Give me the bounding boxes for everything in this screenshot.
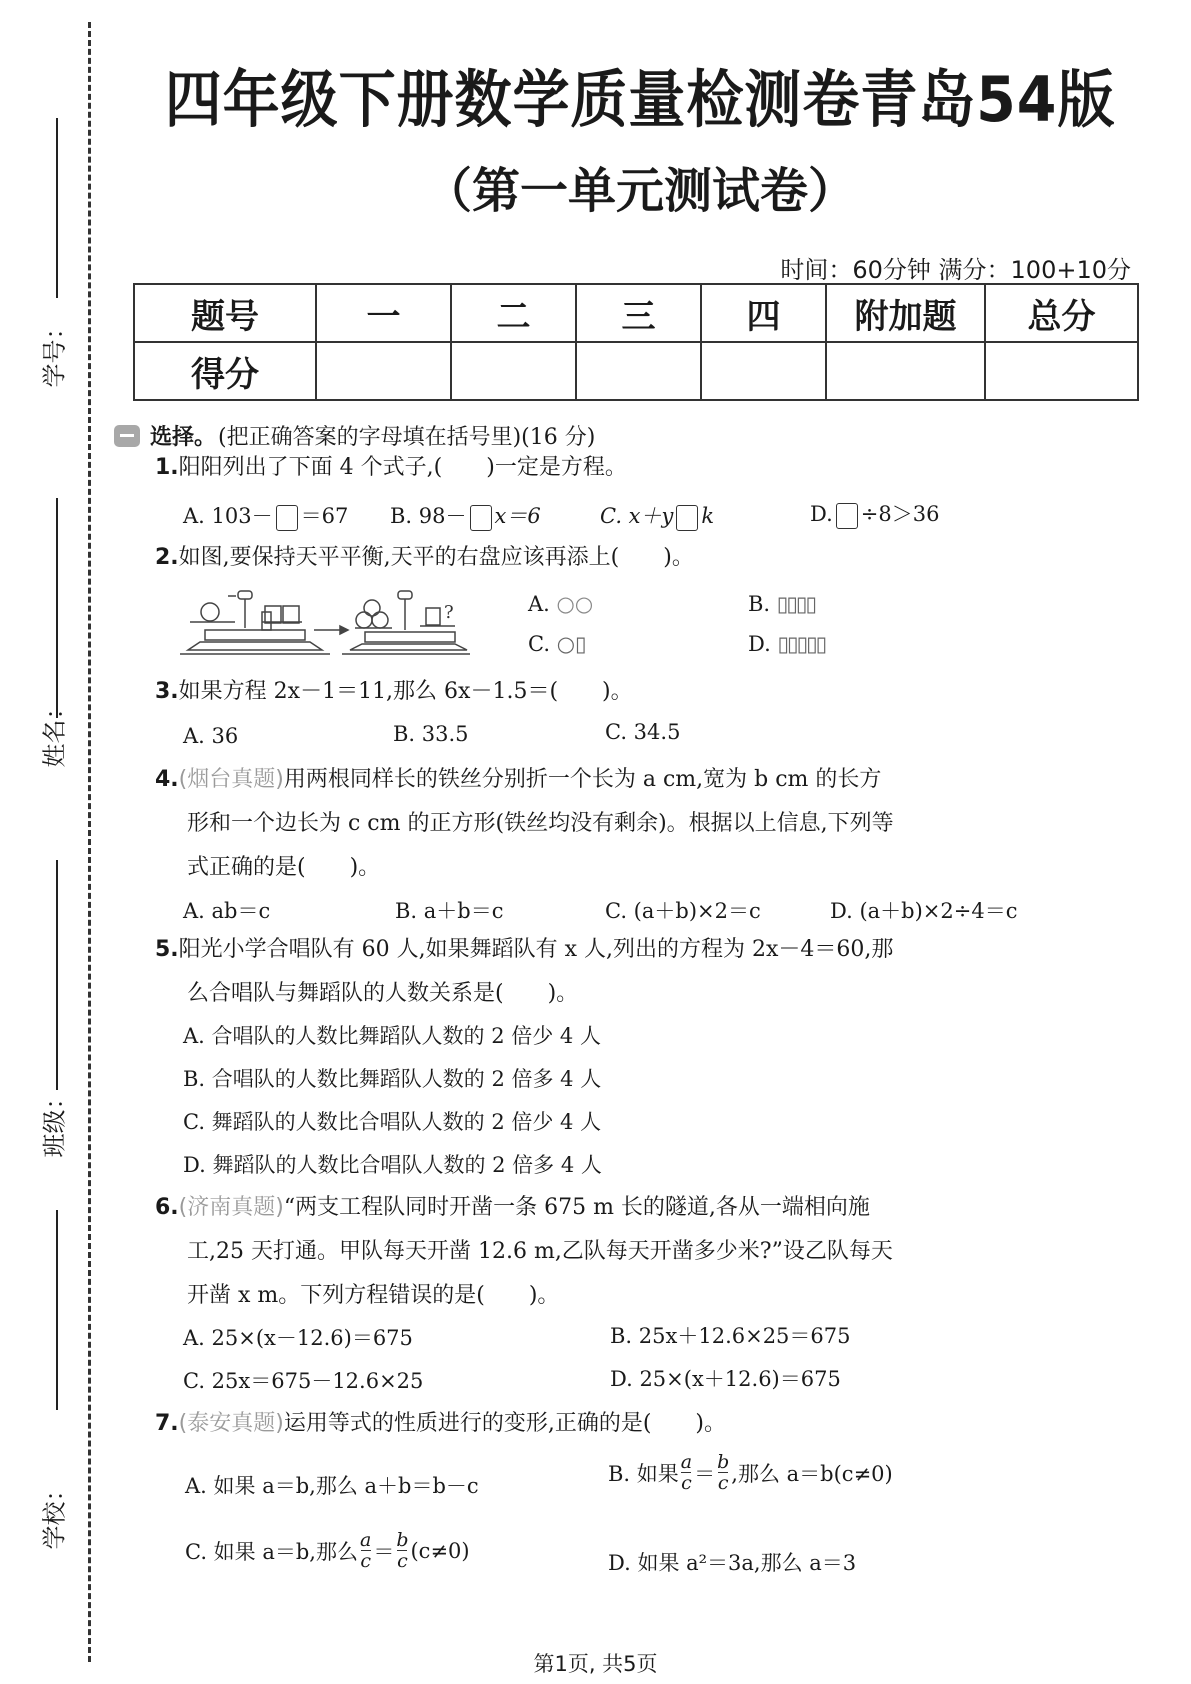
q2-option-b[interactable]: B. ▯▯▯▯	[748, 592, 816, 616]
cell-label: 得分	[134, 342, 316, 400]
fraction: $\frac{a}{c}$	[680, 1451, 693, 1494]
q3-option-b[interactable]: B. 33.5	[393, 722, 469, 746]
name-blank[interactable]	[56, 498, 58, 718]
name-label: 姓名：	[40, 695, 69, 768]
question-source-tag: (烟台真题)	[178, 767, 284, 792]
student-id-label: 学号：	[40, 315, 69, 388]
q6-option-b[interactable]: B. 25x＋12.6×25＝675	[610, 1324, 851, 1348]
q7-option-c[interactable]: C. 如果 a＝b,那么 $\frac{a}{c}$ ＝ $\frac{b}{c}$ (c≠0)	[185, 1529, 470, 1572]
score-cell[interactable]	[576, 342, 701, 400]
svg-text:?: ?	[444, 602, 454, 623]
five-blocks-icon: ▯▯▯▯▯	[777, 632, 826, 656]
q2-option-d[interactable]: D. ▯▯▯▯▯	[748, 632, 826, 656]
cell-header: 总分	[985, 284, 1138, 342]
blank-box-icon	[276, 505, 298, 531]
blank-box-icon	[836, 503, 858, 529]
question-source-tag: (济南真题)	[178, 1195, 284, 1220]
balance-scale-diagram-icon	[180, 588, 470, 660]
q7-option-a[interactable]: A. 如果 a＝b,那么 a＋b＝b－c	[185, 1474, 479, 1498]
score-cell[interactable]	[451, 342, 576, 400]
q2-option-a[interactable]: A. ○○	[528, 592, 594, 616]
cell-header: 四	[701, 284, 826, 342]
question-1: 1.阳阳列出了下面 4 个式子,( )一定是方程。	[155, 455, 627, 480]
q4-option-d[interactable]: D. (a＋b)×2÷4＝c	[830, 899, 1018, 923]
q4-option-c[interactable]: C. (a＋b)×2＝c	[605, 899, 761, 923]
question-text: 阳光小学合唱队有 60 人,如果舞蹈队有 x 人,列出的方程为 2x－4＝60,那	[178, 937, 894, 962]
school-label: 学校：	[40, 1477, 69, 1550]
score-cell[interactable]	[316, 342, 451, 400]
score-table	[133, 283, 1139, 401]
score-table-score-row	[134, 342, 1138, 400]
score-cell[interactable]	[826, 342, 985, 400]
two-balls-icon: ○○	[556, 592, 594, 616]
four-blocks-icon: ▯▯▯▯	[776, 592, 816, 616]
q7-option-b[interactable]: B. 如果 $\frac{a}{c}$ ＝ $\frac{b}{c}$ ,那么 a＝b(c≠0)	[608, 1451, 893, 1494]
question-2: 2.如图,要保持天平平衡,天平的右盘应该再添上( )。	[155, 545, 694, 570]
score-cell[interactable]	[701, 342, 826, 400]
blank-box-icon	[676, 505, 698, 531]
q3-option-c[interactable]: C. 34.5	[605, 720, 681, 744]
q1-option-c[interactable]: C. x＋y k	[600, 500, 714, 531]
class-label: 班级：	[40, 1085, 69, 1158]
page-subtitle: （第一单元测试卷）	[423, 163, 856, 219]
section-instruction: (把正确答案的字母填在括号里)(16 分)	[218, 425, 596, 450]
question-6: 6.(济南真题)“两支工程队同时开凿一条 675 m 长的隧道,各从一端相向施 工,25 天打通。甲队每天开凿 12.6 m,乙队每天开凿多少米?”设乙队每天 开凿 x m。下列方程错误的是( )。	[155, 1195, 893, 1308]
q6-option-d[interactable]: D. 25×(x＋12.6)＝675	[610, 1367, 841, 1391]
page-title: 四年级下册数学质量检测卷青岛54版	[164, 63, 1116, 136]
question-3: 3.如果方程 2x－1＝11,那么 6x－1.5＝( )。	[155, 679, 633, 704]
fraction: $\frac{a}{c}$	[359, 1529, 372, 1572]
cell-header: 题号	[134, 284, 316, 342]
exam-meta: 时间：60分钟 满分：100+10分	[780, 256, 1131, 284]
q5-option-a[interactable]: A. 合唱队的人数比舞蹈队人数的 2 倍少 4 人	[183, 1024, 601, 1048]
question-7: 7.(泰安真题)运用等式的性质进行的变形,正确的是( )。	[155, 1411, 727, 1436]
cell-header: 一	[316, 284, 451, 342]
question-source-tag: (泰安真题)	[178, 1411, 284, 1436]
section-number-badge-icon	[114, 425, 140, 447]
score-table-header-row	[134, 284, 1138, 342]
q1-option-b[interactable]: B. 98－ x＝6	[390, 500, 541, 531]
q5-option-b[interactable]: B. 合唱队的人数比舞蹈队人数的 2 倍多 4 人	[183, 1067, 602, 1091]
blank-box-icon	[470, 505, 492, 531]
school-blank[interactable]	[56, 1210, 58, 1410]
q1-option-d[interactable]: D. ÷8＞36	[810, 498, 939, 529]
q4-option-a[interactable]: A. ab＝c	[183, 899, 271, 923]
q6-option-a[interactable]: A. 25×(x－12.6)＝675	[183, 1326, 413, 1350]
page-footer: 第1页, 共5页	[533, 1652, 658, 1676]
question-5: 5.阳光小学合唱队有 60 人,如果舞蹈队有 x 人,列出的方程为 2x－4＝60,那 么合唱队与舞蹈队的人数关系是( )。	[155, 937, 894, 1006]
score-cell[interactable]	[985, 342, 1138, 400]
cell-header: 二	[451, 284, 576, 342]
q2-option-c[interactable]: C. ○▯	[528, 632, 587, 656]
q5-option-c[interactable]: C. 舞蹈队的人数比合唱队人数的 2 倍少 4 人	[183, 1110, 602, 1134]
binding-dashed-line	[88, 22, 91, 1662]
q7-option-d[interactable]: D. 如果 a²＝3a,那么 a＝3	[608, 1551, 857, 1575]
ball-and-block-icon: ○▯	[556, 632, 587, 656]
section-title: 选择。	[150, 425, 217, 450]
cell-header: 三	[576, 284, 701, 342]
q4-option-b[interactable]: B. a＋b＝c	[395, 899, 504, 923]
question-text: 如果方程 2x－1＝11,那么 6x－1.5＝( )。	[178, 679, 633, 704]
question-text: 阳阳列出了下面 4 个式子,( )一定是方程。	[178, 455, 627, 480]
question-4: 4.(烟台真题)用两根同样长的铁丝分别折一个长为 a cm,宽为 b cm 的长方 形和一个边长为 c cm 的正方形(铁丝均没有剩余)。根据以上信息,下列等 式正确的是( )。	[155, 767, 894, 880]
class-blank[interactable]	[56, 860, 58, 1090]
q1-option-a[interactable]: A. 103－ ＝67	[183, 500, 348, 531]
q3-option-a[interactable]: A. 36	[183, 724, 239, 748]
student-id-blank[interactable]	[56, 118, 58, 298]
question-text: 如图,要保持天平平衡,天平的右盘应该再添上( )。	[178, 545, 694, 570]
fraction: $\frac{b}{c}$	[396, 1529, 409, 1572]
q5-option-d[interactable]: D. 舞蹈队的人数比合唱队人数的 2 倍多 4 人	[183, 1153, 602, 1177]
fraction: $\frac{b}{c}$	[717, 1451, 730, 1494]
cell-header: 附加题	[826, 284, 985, 342]
q6-option-c[interactable]: C. 25x＝675－12.6×25	[183, 1369, 424, 1393]
